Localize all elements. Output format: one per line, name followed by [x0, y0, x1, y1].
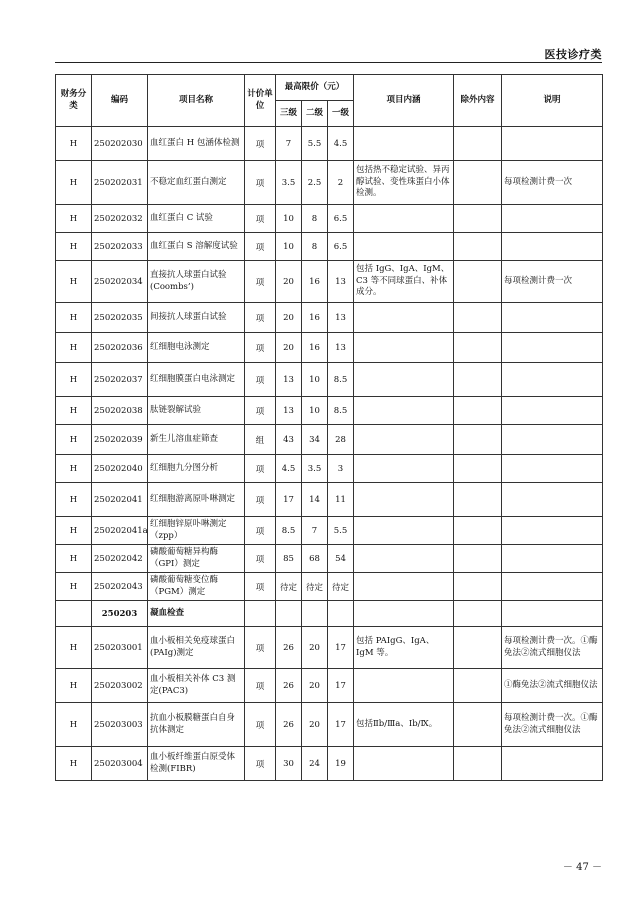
- price-level1-cell: 5.5: [328, 517, 354, 545]
- note-cell: [502, 573, 603, 601]
- excl-cell: [454, 261, 502, 303]
- note-cell: [502, 747, 603, 781]
- unit-cell: 项: [245, 517, 276, 545]
- header-name: 项目名称: [148, 75, 245, 127]
- price-level2-cell: 3.5: [302, 455, 328, 483]
- price-level1-cell: 6.5: [328, 233, 354, 261]
- price-level1-cell: 4.5: [328, 127, 354, 161]
- unit-cell: 项: [245, 483, 276, 517]
- fin-cell: H: [56, 233, 92, 261]
- table-body-2: [56, 627, 603, 781]
- content-cell: [354, 303, 454, 333]
- price-level3-cell: 20: [276, 333, 302, 363]
- content-cell: [354, 205, 454, 233]
- name-cell: 血小板相关免疫球蛋白(PAIg)测定: [148, 627, 245, 669]
- price-level2-cell: 待定: [302, 573, 328, 601]
- price-level2-cell: 68: [302, 545, 328, 573]
- note-cell: 每项检测计费一次: [502, 161, 603, 205]
- content-cell: [354, 517, 454, 545]
- price-level1-cell: 8.5: [328, 397, 354, 425]
- table-row: [56, 425, 603, 455]
- table-row: [56, 747, 603, 781]
- fin-cell: H: [56, 205, 92, 233]
- price-level3-cell: 20: [276, 261, 302, 303]
- unit-cell: 项: [245, 261, 276, 303]
- excl-cell: [454, 573, 502, 601]
- table-row: [56, 545, 603, 573]
- excl-cell: [454, 703, 502, 747]
- note-cell: [502, 455, 603, 483]
- section-row: [56, 601, 603, 627]
- table-row: [56, 517, 603, 545]
- unit-cell: 项: [245, 233, 276, 261]
- content-cell: [354, 483, 454, 517]
- price-level3-cell: 4.5: [276, 455, 302, 483]
- table-row: [56, 483, 603, 517]
- code-cell: 250202040: [92, 455, 148, 483]
- table-row: [56, 703, 603, 747]
- table-body-1: [56, 127, 603, 601]
- price-level2-cell: 10: [302, 363, 328, 397]
- price-level2-cell: 20: [302, 703, 328, 747]
- excl-cell: [454, 455, 502, 483]
- page-category: 医技诊疗类: [544, 48, 602, 61]
- table-row: [56, 261, 603, 303]
- content-cell: [354, 573, 454, 601]
- code-cell: 250202035: [92, 303, 148, 333]
- code-cell: 250202038: [92, 397, 148, 425]
- fin-cell: H: [56, 747, 92, 781]
- code-cell: 250203003: [92, 703, 148, 747]
- fin-cell: H: [56, 517, 92, 545]
- header-level2: 二级: [302, 101, 328, 127]
- content-cell: 包括Ⅱb/Ⅲa、Ⅰb/Ⅸ。: [354, 703, 454, 747]
- excl-cell: [454, 205, 502, 233]
- price-level2-cell: 34: [302, 425, 328, 455]
- code-cell: 250202034: [92, 261, 148, 303]
- price-level1-cell: 3: [328, 455, 354, 483]
- content-cell: [354, 425, 454, 455]
- excl-cell: [454, 397, 502, 425]
- price-level2-cell: 8: [302, 233, 328, 261]
- note-cell: ①酶免法②流式细胞仪法: [502, 669, 603, 703]
- table-row: [56, 233, 603, 261]
- code-cell: 250203002: [92, 669, 148, 703]
- price-level2-cell: 10: [302, 397, 328, 425]
- code-cell: 250202031: [92, 161, 148, 205]
- note-cell: 每项检测计费一次。①酶免法②流式细胞仪法: [502, 627, 603, 669]
- section-code: 250203: [92, 601, 148, 627]
- fin-cell: H: [56, 545, 92, 573]
- header-code: 编码: [92, 75, 148, 127]
- header-rule: [55, 62, 602, 63]
- table-row: [56, 669, 603, 703]
- code-cell: 250202043: [92, 573, 148, 601]
- price-level1-cell: 17: [328, 703, 354, 747]
- table-row: [56, 303, 603, 333]
- table-row: [56, 397, 603, 425]
- price-level1-cell: 54: [328, 545, 354, 573]
- price-level3-cell: 20: [276, 303, 302, 333]
- note-cell: [502, 303, 603, 333]
- price-level3-cell: 43: [276, 425, 302, 455]
- table-row: [56, 161, 603, 205]
- section-name: 凝血检查: [148, 601, 245, 627]
- excl-cell: [454, 161, 502, 205]
- header-fin: 财务分类: [56, 75, 92, 127]
- price-level2-cell: 16: [302, 261, 328, 303]
- table-row: [56, 573, 603, 601]
- note-cell: 每项检测计费一次。①酶免法②流式细胞仪法: [502, 703, 603, 747]
- fin-cell: H: [56, 333, 92, 363]
- content-cell: [354, 363, 454, 397]
- excl-cell: [454, 333, 502, 363]
- note-cell: [502, 333, 603, 363]
- fin-cell: H: [56, 261, 92, 303]
- header-excl: 除外内容: [454, 75, 502, 127]
- name-cell: 磷酸葡萄糖异构酶（GPI）测定: [148, 545, 245, 573]
- fin-cell: H: [56, 669, 92, 703]
- unit-cell: 项: [245, 627, 276, 669]
- code-cell: 250202041: [92, 483, 148, 517]
- header-unit: 计价单位: [245, 75, 276, 127]
- price-level1-cell: 19: [328, 747, 354, 781]
- price-level3-cell: 7: [276, 127, 302, 161]
- name-cell: 红细胞锌原卟啉测定（zpp）: [148, 517, 245, 545]
- unit-cell: 项: [245, 669, 276, 703]
- note-cell: [502, 397, 603, 425]
- price-level2-cell: 8: [302, 205, 328, 233]
- code-cell: 250202037: [92, 363, 148, 397]
- price-level1-cell: 11: [328, 483, 354, 517]
- price-level2-cell: 24: [302, 747, 328, 781]
- table-row: [56, 205, 603, 233]
- name-cell: 红细胞膜蛋白电泳测定: [148, 363, 245, 397]
- excl-cell: [454, 233, 502, 261]
- price-level2-cell: 16: [302, 303, 328, 333]
- note-cell: [502, 205, 603, 233]
- price-level3-cell: 26: [276, 669, 302, 703]
- fin-cell: H: [56, 363, 92, 397]
- note-cell: [502, 363, 603, 397]
- excl-cell: [454, 545, 502, 573]
- unit-cell: 项: [245, 573, 276, 601]
- price-level3-cell: 85: [276, 545, 302, 573]
- excl-cell: [454, 303, 502, 333]
- unit-cell: 项: [245, 703, 276, 747]
- price-level1-cell: 17: [328, 669, 354, 703]
- header-note: 说明: [502, 75, 603, 127]
- fin-cell: H: [56, 627, 92, 669]
- price-level1-cell: 13: [328, 333, 354, 363]
- content-cell: [354, 233, 454, 261]
- price-level2-cell: 20: [302, 627, 328, 669]
- table-row: [56, 627, 603, 669]
- name-cell: 间接抗人球蛋白试验: [148, 303, 245, 333]
- code-cell: 250202041a: [92, 517, 148, 545]
- price-level3-cell: 13: [276, 397, 302, 425]
- price-level3-cell: 10: [276, 205, 302, 233]
- content-cell: [354, 127, 454, 161]
- note-cell: [502, 425, 603, 455]
- unit-cell: 项: [245, 397, 276, 425]
- excl-cell: [454, 483, 502, 517]
- price-level3-cell: 30: [276, 747, 302, 781]
- fin-cell: H: [56, 455, 92, 483]
- price-level3-cell: 8.5: [276, 517, 302, 545]
- fin-cell: H: [56, 483, 92, 517]
- content-cell: 包括热不稳定试验、异丙醇试验、变性珠蛋白小体检测。: [354, 161, 454, 205]
- unit-cell: 项: [245, 333, 276, 363]
- price-level2-cell: 20: [302, 669, 328, 703]
- price-level1-cell: 待定: [328, 573, 354, 601]
- price-level2-cell: 14: [302, 483, 328, 517]
- price-level3-cell: 10: [276, 233, 302, 261]
- code-cell: 250203001: [92, 627, 148, 669]
- name-cell: 红细胞九分图分析: [148, 455, 245, 483]
- price-level3-cell: 13: [276, 363, 302, 397]
- content-cell: 包括 IgG、IgA、IgM、C3 等不同球蛋白、补体成分。: [354, 261, 454, 303]
- code-cell: 250202039: [92, 425, 148, 455]
- note-cell: [502, 483, 603, 517]
- price-level1-cell: 2: [328, 161, 354, 205]
- page-number: － 47 －: [562, 862, 602, 873]
- name-cell: 不稳定血红蛋白测定: [148, 161, 245, 205]
- price-level1-cell: 8.5: [328, 363, 354, 397]
- name-cell: 肽链裂解试验: [148, 397, 245, 425]
- excl-cell: [454, 627, 502, 669]
- name-cell: 新生儿溶血症筛查: [148, 425, 245, 455]
- price-level3-cell: 待定: [276, 573, 302, 601]
- table-row: [56, 333, 603, 363]
- name-cell: 血红蛋白 S 溶解度试验: [148, 233, 245, 261]
- table-row: [56, 127, 603, 161]
- name-cell: 红细胞游离原卟啉测定: [148, 483, 245, 517]
- content-cell: [354, 747, 454, 781]
- content-cell: [354, 333, 454, 363]
- header-level3: 三级: [276, 101, 302, 127]
- fin-cell: H: [56, 161, 92, 205]
- table-row: [56, 363, 603, 397]
- unit-cell: 组: [245, 425, 276, 455]
- name-cell: 血小板相关补体 C3 测定(PAC3): [148, 669, 245, 703]
- fin-cell: H: [56, 425, 92, 455]
- unit-cell: 项: [245, 161, 276, 205]
- note-cell: [502, 127, 603, 161]
- section-body: [56, 601, 603, 627]
- price-level3-cell: 26: [276, 627, 302, 669]
- price-level3-cell: 26: [276, 703, 302, 747]
- content-cell: [354, 669, 454, 703]
- content-cell: [354, 455, 454, 483]
- fin-cell: H: [56, 573, 92, 601]
- unit-cell: 项: [245, 205, 276, 233]
- note-cell: [502, 545, 603, 573]
- code-cell: 250203004: [92, 747, 148, 781]
- price-level2-cell: 2.5: [302, 161, 328, 205]
- fin-cell: H: [56, 127, 92, 161]
- price-level3-cell: 17: [276, 483, 302, 517]
- code-cell: 250202042: [92, 545, 148, 573]
- excl-cell: [454, 517, 502, 545]
- price-level2-cell: 7: [302, 517, 328, 545]
- code-cell: 250202030: [92, 127, 148, 161]
- unit-cell: 项: [245, 363, 276, 397]
- content-cell: [354, 545, 454, 573]
- fin-cell: H: [56, 397, 92, 425]
- excl-cell: [454, 669, 502, 703]
- fin-cell: H: [56, 303, 92, 333]
- fin-cell: H: [56, 703, 92, 747]
- header-maxprice: 最高限价（元）: [276, 75, 354, 101]
- unit-cell: 项: [245, 127, 276, 161]
- table-row: [56, 455, 603, 483]
- price-table: [55, 74, 603, 781]
- name-cell: 直接抗人球蛋白试验(Coombs’): [148, 261, 245, 303]
- note-cell: [502, 517, 603, 545]
- code-cell: 250202036: [92, 333, 148, 363]
- price-level1-cell: 13: [328, 261, 354, 303]
- price-level1-cell: 13: [328, 303, 354, 333]
- name-cell: 血红蛋白 H 包涵体检测: [148, 127, 245, 161]
- name-cell: 血红蛋白 C 试验: [148, 205, 245, 233]
- header-content: 项目内涵: [354, 75, 454, 127]
- excl-cell: [454, 747, 502, 781]
- price-level2-cell: 5.5: [302, 127, 328, 161]
- unit-cell: 项: [245, 747, 276, 781]
- code-cell: 250202032: [92, 205, 148, 233]
- excl-cell: [454, 363, 502, 397]
- price-level2-cell: 16: [302, 333, 328, 363]
- excl-cell: [454, 127, 502, 161]
- name-cell: 抗血小板膜糖蛋白自身抗体测定: [148, 703, 245, 747]
- excl-cell: [454, 425, 502, 455]
- header-level1: 一级: [328, 101, 354, 127]
- name-cell: 红细胞电泳测定: [148, 333, 245, 363]
- content-cell: [354, 397, 454, 425]
- price-level3-cell: 3.5: [276, 161, 302, 205]
- unit-cell: 项: [245, 303, 276, 333]
- name-cell: 血小板纤维蛋白原受体检测(FIBR): [148, 747, 245, 781]
- price-level1-cell: 6.5: [328, 205, 354, 233]
- price-level1-cell: 28: [328, 425, 354, 455]
- unit-cell: 项: [245, 455, 276, 483]
- unit-cell: 项: [245, 545, 276, 573]
- content-cell: 包括 PAIgG、IgA、IgM 等。: [354, 627, 454, 669]
- code-cell: 250202033: [92, 233, 148, 261]
- name-cell: 磷酸葡萄糖变位酶（PGM）测定: [148, 573, 245, 601]
- price-level1-cell: 17: [328, 627, 354, 669]
- note-cell: [502, 233, 603, 261]
- note-cell: 每项检测计费一次: [502, 261, 603, 303]
